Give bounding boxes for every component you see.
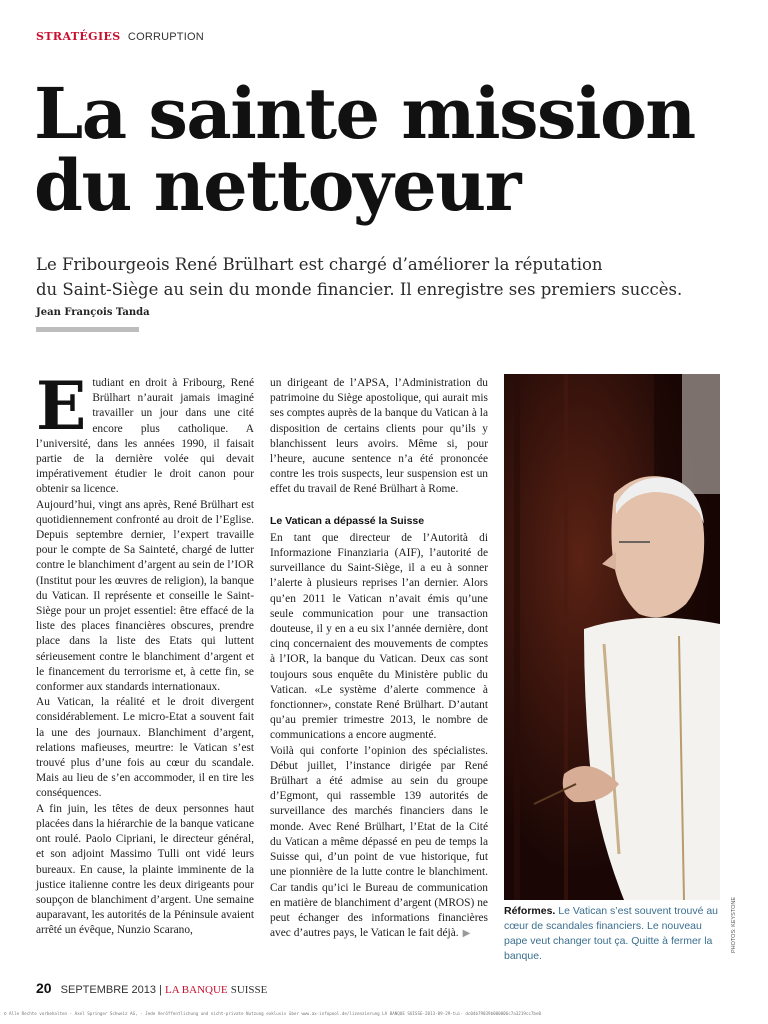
headline-line-1: La sainte mission bbox=[34, 72, 695, 155]
body-paragraph bbox=[270, 744, 488, 942]
headline-line-2: du nettoyeur bbox=[34, 144, 520, 227]
footer-separator: | bbox=[159, 984, 165, 996]
article-column-2 bbox=[270, 376, 488, 941]
body-paragraph: Aujourd’hui, vingt ans après, René Brülhart est quotidiennement confronté au droit de l’Eglise. Depuis septembre dernier, l’expert travaille pour le compte de Sa Sainteté, chargé de lutter contre le blanchiment d’argent au sein de l’IOR (Institut pour les œuvres de religion), la banque du Vatican. Il représente et conseille le Saint-Siège pour un projet essentiel: être effacé de la liste des places financières obscures, prendre place dans la liste des Etats qui luttent sérieusement contre le blanchiment d’argent et le financement du terrorisme et, à cette fin, se conformer aux standards internationaux. bbox=[36, 498, 254, 694]
body-paragraph: A fin juin, les têtes de deux personnes haut placées dans la hiérarchie de la banque vaticane ont roulé. Paolo Cipriani, le directeur général, et son adjoint Massimo Tulli ont vidé leurs bureaux. En cause, la plainte imminente de la justice italienne contre les deux dirigeants pour soupçon de blanchiment d’argent. Une semaine auparavant, les autorités de la Péninsule avaient arrêté un évêque, Nunzio Scarano, bbox=[36, 802, 254, 937]
author-byline: Jean François Tanda bbox=[36, 307, 150, 318]
photo-caption bbox=[504, 904, 726, 964]
legal-notice: © Alle Rechte vorbehalten - Axel Springer Schweiz AG, - Jede Veröffentlichung und nicht-private Nutzung exklusiv über www.ax-infopool.de/lizenzierung LA BANQUE SUISSE-2013-09-29-tui- dc04b79039b000006c7a3219cc7be0 bbox=[4, 1011, 541, 1016]
dropcap: E bbox=[36, 367, 87, 445]
caption-lead: Réformes. bbox=[504, 905, 556, 917]
body-paragraph-text: Voilà qui conforte l’opinion des spécialistes. Début juillet, l’instance dirigée par René Brülhart a été admise au sein du groupe d’Egmont, qui rassemble 139 autorités de surveillance des marchés financiers dans le monde. Avec René Brülhart, l’Etat de la Cité du Vatican a même dépassé en peu de temps la Suisse qui, d’un point de vue historique, fut une pionnière de la lutte contre le blanchiment. Car tandis qu’ici le Bureau de communication en matière de blanchiment d’argent (MROS) ne peut échanger des informations financières avec d’autres pays, le Vatican le fait déjà. bbox=[270, 744, 488, 940]
pope-photo bbox=[504, 374, 720, 900]
lede-line-1: Le Fribourgeois René Brülhart est chargé d’améliorer la réputation bbox=[36, 255, 603, 274]
photo-credit: PHOTOS: KEYSTONE bbox=[731, 896, 737, 953]
body-paragraph: tudiant en droit à Fribourg, René Brülhart n’aurait jamais imaginé travailler un jour dans une cité encore plus catholique. A l’université, dans les années 1990, il faisait partie de la dernière volée qui devait impérativement étudier le droit canon pour obtenir sa licence. bbox=[36, 377, 254, 496]
byline-rule bbox=[36, 327, 139, 332]
continue-arrow-icon: ▶ bbox=[462, 928, 471, 940]
rubric bbox=[36, 30, 204, 43]
page-number: 20 bbox=[36, 980, 52, 996]
lede-line-2: du Saint-Siège au sein du monde financier. Il enregistre ses premiers succès. bbox=[36, 280, 683, 299]
body-paragraph: Au Vatican, la réalité et le droit divergent considérablement. Le micro-Etat a souvent fait la une des journaux. Blanchiment d’argent, relations mafieuses, meurtre: le Vatican s’est trouvé plus d’une fois au cœur du scandale. Mais au lieu de s’en accommoder, il en tire les conséquences. bbox=[36, 696, 254, 800]
magazine-name-suffix: SUISSE bbox=[230, 984, 268, 996]
headline bbox=[34, 72, 734, 227]
issue-date: SEPTEMBRE 2013 bbox=[60, 984, 157, 996]
subhead: Le Vatican a dépassé la Suisse bbox=[270, 514, 425, 527]
caption-text: Le Vatican s’est souvent trouvé au cœur de scandales financiers. Le nouveau pape veut changer tout ça. Quitte à fermer la banque. bbox=[504, 905, 719, 962]
body-paragraph: En tant que directeur de l’Autorità di Informazione Finanziaria (AIF), l’autorité de surveillance du Saint-Siège, il a eu à sonner l’alerte à plusieurs reprises l’an dernier. Alors qu’en 2011 le Vatican n’avait émis qu’une seule communication pour une transaction douteuse, il y en a eu six l’année dernière, dont cinq concernaient des mouvements de comptes à l’IOR, la banque du Vatican. Deux cas sont toujours sous enquête du Ministère public du Vatican. «Le système d’alerte commence à fonctionner», constate René Brülhart. D’autant qu’au premier trimestre 2013, le nombre de communications a encore augmenté. bbox=[270, 531, 488, 742]
article-column-1 bbox=[36, 367, 254, 939]
rubric-topic: CORRUPTION bbox=[127, 31, 204, 43]
page-footer bbox=[36, 980, 267, 996]
magazine-name: LA BANQUE bbox=[165, 984, 228, 996]
pope-illustration bbox=[504, 374, 720, 900]
body-paragraph: un dirigeant de l’APSA, l’Administration du patrimoine du Siège apostolique, qui aurait mis ses comptes auprès de la banque du Vatican à la disposition de certains clients pour qu’ils y blanchissent leurs avoirs. Même si, pour l’heure, aucune sentence n’a été prononcée contre les trois suspects, leur suspension est un effet du travail de René Brülhart à Rome. bbox=[270, 377, 488, 496]
lede bbox=[36, 252, 736, 302]
rubric-section: STRATÉGIES bbox=[36, 30, 121, 43]
